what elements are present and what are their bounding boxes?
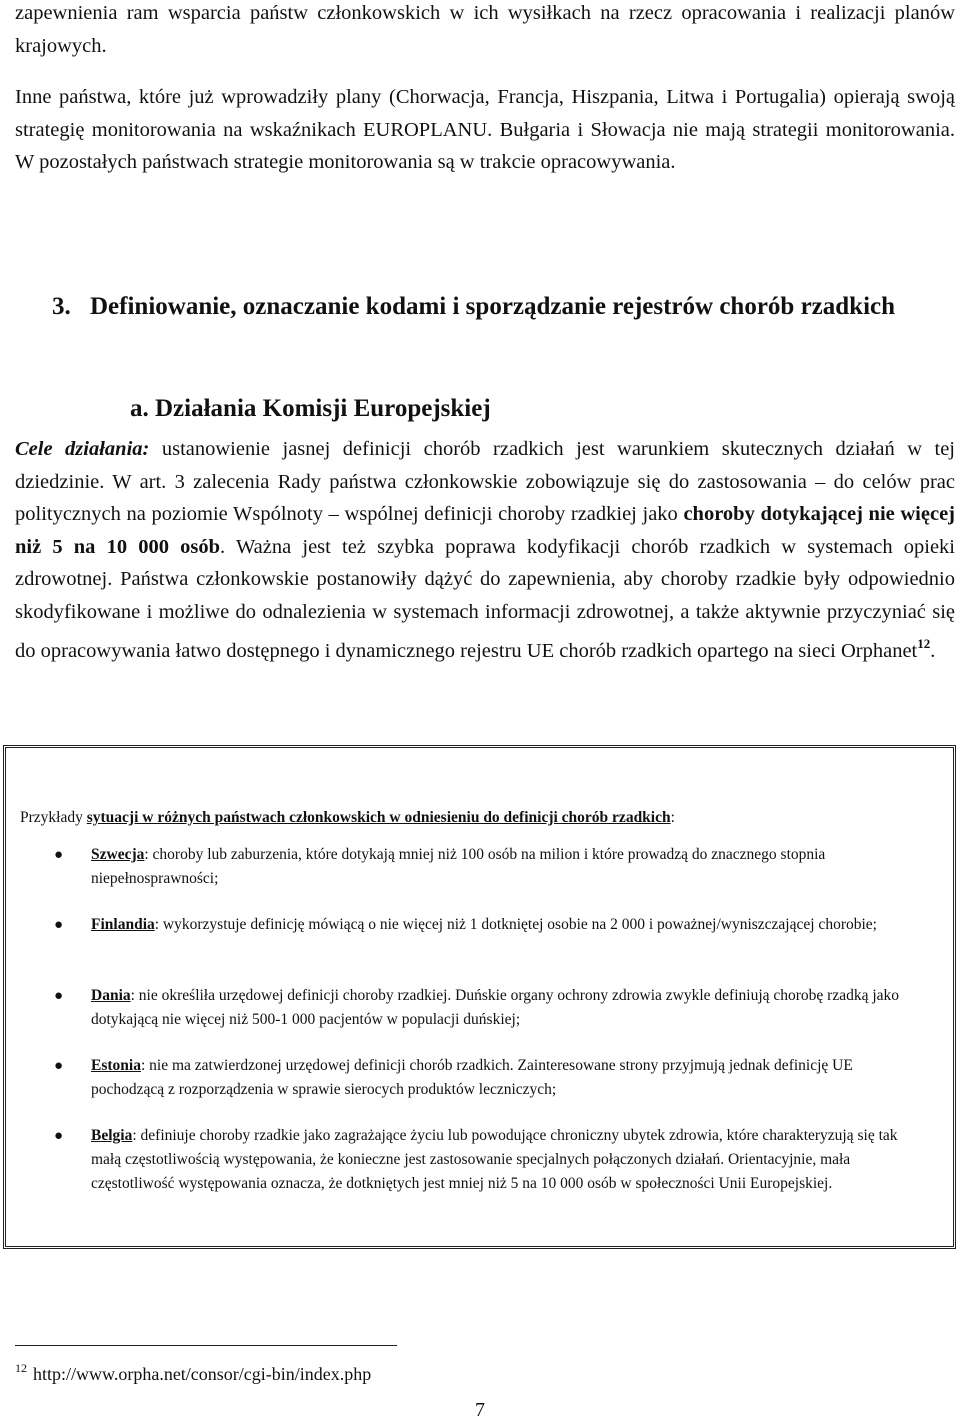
- bullet-icon: ●: [54, 988, 64, 1004]
- goals-label: Cele działania:: [15, 438, 150, 460]
- list-item-text: [91, 984, 926, 1032]
- footnote-separator: [15, 1345, 397, 1346]
- list-item-text: [91, 1054, 926, 1102]
- country-definition: : definiuje choroby rzadkie jako zagrażające życiu lub powodujące chroniczny ubytek zdrowia, które charakteryzują się tak małą częstotliwością występowania, że konieczne jest zastosowanie specjalnych połączonych działań. Orientacyjnie, mała częstotliwość występowania oznacza, że dotkniętych jest mniej niż 5 na 10 000 osób w społeczności Unii Europejskiej.: [91, 1127, 898, 1192]
- country-definition: : nie ma zatwierdzonej urzędowej definicji chorób rzadkich. Zainteresowane strony przyjmują jednak definicję UE pochodzącą z rozporządzenia w sprawie sierocych produktów leczniczych;: [91, 1057, 853, 1098]
- subsection-heading: a. Działania Komisji Europejskiej: [130, 395, 491, 422]
- page-number: 7: [475, 1399, 485, 1421]
- goals-bold-definition: choroby dotykającej nie więcej niż 5 na 10 000 osób: [15, 503, 955, 558]
- paragraph-top: zapewnienia ram wsparcia państw członkowskich w ich wysiłkach na rzecz opracowania i realizacji planów krajowych.: [15, 2, 955, 57]
- footnote: [15, 1355, 371, 1387]
- goals-text-2: . Ważna jest też szybka poprawa kodyfikacji chorób rzadkich w systemach opieki zdrowotnej. Państwa członkowskie postanowiły dążyć do zapewnienia, aby choroby rzadkie były odpowiednio skodyfikowane i możliwe do odnalezienia w systemach informacji zdrowotnej, a także aktywnie przyczyniać się do opracowywania łatwo dostępnego i dynamicznego rejestru UE chorób rzadkich opartego na sieci Orphanet: [15, 535, 955, 662]
- examples-intro-suffix: :: [670, 809, 675, 826]
- bullet-icon: ●: [54, 847, 64, 863]
- examples-intro-bold: sytuacji w różnych państwach członkowskich w odniesieniu do definicji chorób rzadkich: [86, 809, 671, 826]
- examples-intro-prefix: Przykłady: [20, 809, 87, 826]
- goals-text-1: ustanowienie jasnej definicji chorób rzadkich jest warunkiem skutecznych działań w tej dziedzinie. W art. 3 zalecenia Rady państwa członkowskie zobowiązuje się do zastosowania – do celów prac politycznych na poziomie Wspólnoty – wspólnej definicji choroby rzadkiej jako: [15, 438, 956, 525]
- country-definition: : wykorzystuje definicję mówiącą o nie więcej niż 1 dotkniętej osobie na 2 000 i poważnej/wyniszczającej chorobie;: [154, 916, 877, 933]
- paragraph-monitoring: Inne państwa, które już wprowadziły plany (Chorwacja, Francja, Hiszpania, Litwa i Portugalia) opierają swoją strategię monitorowania na wskaźnikach EUROPLANU. Bułgaria i Słowacja nie mają strategii monitorowania. W pozostałych państwach strategie monitorowania są w trakcie opracowywania.: [15, 86, 955, 173]
- list-item-text: [91, 1124, 926, 1196]
- country-name: Belgia: [91, 1127, 133, 1144]
- list-item-text: [91, 913, 926, 937]
- footnote-number: 12: [15, 1361, 27, 1375]
- country-name: Dania: [91, 987, 131, 1004]
- goals-end: .: [930, 640, 936, 662]
- bullet-icon: ●: [54, 917, 64, 933]
- goals-paragraph: [15, 433, 955, 668]
- examples-box: [3, 745, 956, 1249]
- examples-intro: [20, 808, 930, 828]
- footnote-reference: 12: [917, 636, 931, 651]
- country-name: Szwecja: [91, 846, 145, 863]
- list-item-text: [91, 843, 926, 891]
- country-definition: : nie określiła urzędowej definicji choroby rzadkiej. Duńskie organy ochrony zdrowia zwykle definiują chorobę rzadką jako dotykającą nie więcej niż 500-1 000 pacjentów w populacji duńskiej;: [91, 987, 900, 1028]
- country-definition: : choroby lub zaburzenia, które dotykają mniej niż 100 osób na milion i które prowadzą do znacznego stopnia niepełnosprawności;: [91, 846, 826, 887]
- footnote-url: http://www.orpha.net/consor/cgi-bin/index.php: [33, 1364, 372, 1384]
- bullet-icon: ●: [54, 1058, 64, 1074]
- bullet-icon: ●: [54, 1128, 64, 1144]
- country-name: Finlandia: [91, 916, 155, 933]
- section-heading: [52, 288, 952, 326]
- section-title: Definiowanie, oznaczanie kodami i sporządzanie rejestrów chorób rzadkich: [90, 293, 896, 320]
- section-number: 3.: [52, 293, 71, 320]
- country-name: Estonia: [91, 1057, 141, 1074]
